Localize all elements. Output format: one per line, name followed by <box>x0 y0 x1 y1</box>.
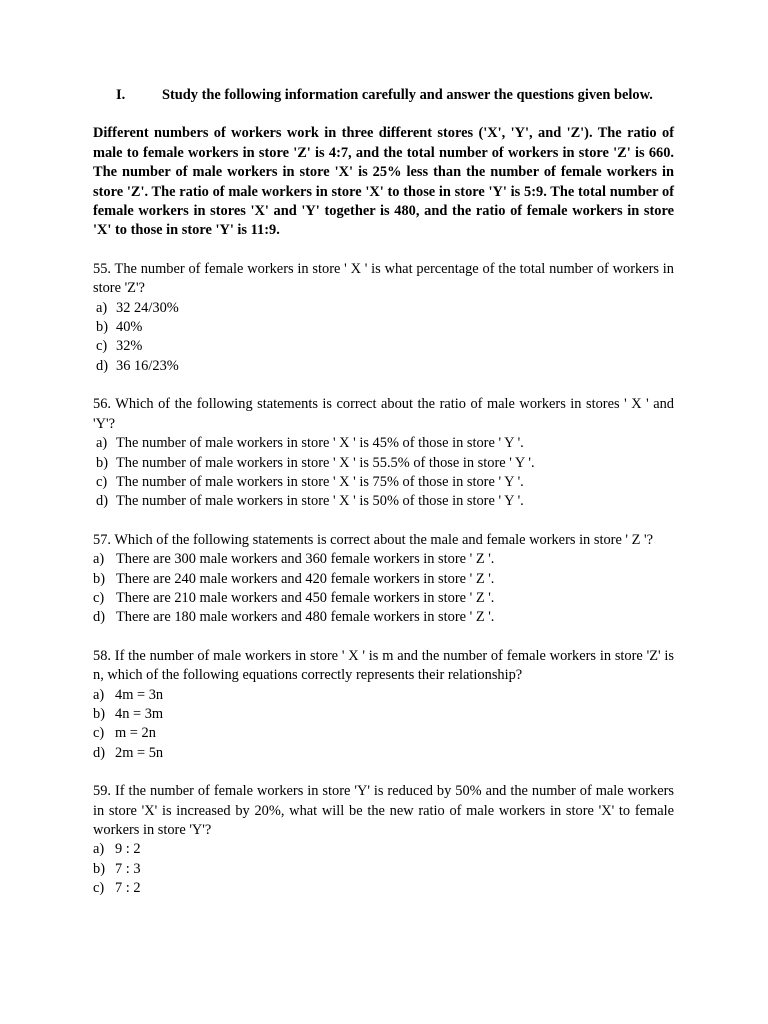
option-letter: c) <box>93 880 105 897</box>
option-letter: b) <box>93 570 105 587</box>
option-text: 2m = 5n <box>115 744 164 761</box>
option-text: There are 180 male workers and 480 female workers in store ' Z '. <box>116 609 495 626</box>
option-d <box>93 608 674 627</box>
option-list <box>93 840 674 898</box>
option-letter: b) <box>93 860 105 877</box>
option-letter: b) <box>93 705 105 722</box>
option-list <box>93 686 674 764</box>
option-d <box>93 492 674 511</box>
option-a <box>93 686 674 705</box>
option-d <box>93 744 674 763</box>
document-page <box>93 86 674 899</box>
option-letter: a) <box>93 551 105 568</box>
option-letter: b) <box>96 454 108 471</box>
option-b <box>93 318 674 337</box>
option-d <box>93 357 674 376</box>
option-a <box>93 840 674 859</box>
option-b <box>93 860 674 879</box>
question-59 <box>93 782 674 898</box>
option-text: The number of male workers in store ' X ' is 50% of those in store ' Y '. <box>116 493 524 510</box>
option-text: 4n = 3m <box>115 705 164 722</box>
option-text: 9 : 2 <box>115 841 141 858</box>
question-56 <box>93 395 674 511</box>
option-list <box>93 434 674 512</box>
option-b <box>93 570 674 589</box>
question-text: 56. Which of the following statements is correct about the ratio of male workers in stores ' X ' and 'Y'? <box>93 396 674 432</box>
question-text: 59. If the number of female workers in store 'Y' is reduced by 50% and the number of male workers in store 'X' is increased by 20%, what will be the new ratio of male workers in store 'X' to female workers in store 'Y'? <box>93 783 674 838</box>
section-number: I. <box>116 87 126 103</box>
option-list <box>93 299 674 377</box>
option-a <box>93 434 674 453</box>
option-list <box>93 550 674 628</box>
question-58 <box>93 647 674 763</box>
option-letter: a) <box>96 435 108 452</box>
option-letter: c) <box>96 338 108 355</box>
option-letter: c) <box>96 473 108 490</box>
option-letter: d) <box>93 744 105 761</box>
option-text: There are 300 male workers and 360 female workers in store ' Z '. <box>116 551 495 568</box>
option-text: The number of male workers in store ' X ' is 45% of those in store ' Y '. <box>116 435 524 452</box>
option-text: The number of male workers in store ' X ' is 75% of those in store ' Y '. <box>116 473 524 490</box>
option-b <box>93 454 674 473</box>
option-c <box>93 473 674 492</box>
question-text: 55. The number of female workers in store ' X ' is what percentage of the total number of workers in store 'Z'? <box>93 260 674 297</box>
option-letter: d) <box>96 493 108 510</box>
option-letter: a) <box>96 299 108 316</box>
option-text: 7 : 3 <box>115 860 141 877</box>
option-text: 4m = 3n <box>115 686 164 703</box>
question-55 <box>93 260 674 376</box>
question-text: 57. Which of the following statements is correct about the male and female workers in store ' Z '? <box>93 531 653 548</box>
option-text: There are 210 male workers and 450 female workers in store ' Z '. <box>116 589 495 606</box>
option-letter: d) <box>96 357 108 374</box>
option-c <box>93 589 674 608</box>
option-text: The number of male workers in store ' X ' is 55.5% of those in store ' Y '. <box>116 454 535 471</box>
option-letter: a) <box>93 841 105 858</box>
option-text: 40% <box>116 319 143 336</box>
option-a <box>93 299 674 318</box>
section-instruction: Study the following information carefully and answer the questions given below. <box>162 87 653 103</box>
option-b <box>93 705 674 724</box>
option-letter: b) <box>96 319 108 336</box>
option-letter: c) <box>93 589 105 606</box>
section-heading <box>116 86 674 105</box>
option-text: m = 2n <box>115 725 156 742</box>
option-text: There are 240 male workers and 420 female workers in store ' Z '. <box>116 570 495 587</box>
option-c <box>93 724 674 743</box>
option-letter: d) <box>93 609 105 626</box>
question-text: 58. If the number of male workers in store ' X ' is m and the number of female workers in store 'Z' is n, which of the following equations correctly represents their relationship? <box>93 647 674 684</box>
option-letter: c) <box>93 725 105 742</box>
info-paragraph: Different numbers of workers work in three different stores ('X', 'Y', and 'Z'). The ratio of male to female workers in store 'Z' is 4:7, and the total number of workers in store 'Z' is 660. The number of male workers in store 'X' is 25% less than the number of female workers in store 'Z'. The ratio of male workers in store 'X' to those in store 'Y' is 5:9. The total number of female workers in stores 'X' and 'Y' together is 480, and the ratio of female workers in store 'X' to those in store 'Y' is 11:9. <box>93 125 674 239</box>
question-57 <box>93 531 674 628</box>
option-a <box>93 550 674 569</box>
option-text: 32 24/30% <box>116 299 179 316</box>
option-letter: a) <box>93 686 105 703</box>
option-c <box>93 879 674 898</box>
option-c <box>93 337 674 356</box>
option-text: 32% <box>116 338 143 355</box>
option-text: 36 16/23% <box>116 357 179 374</box>
option-text: 7 : 2 <box>115 880 141 897</box>
